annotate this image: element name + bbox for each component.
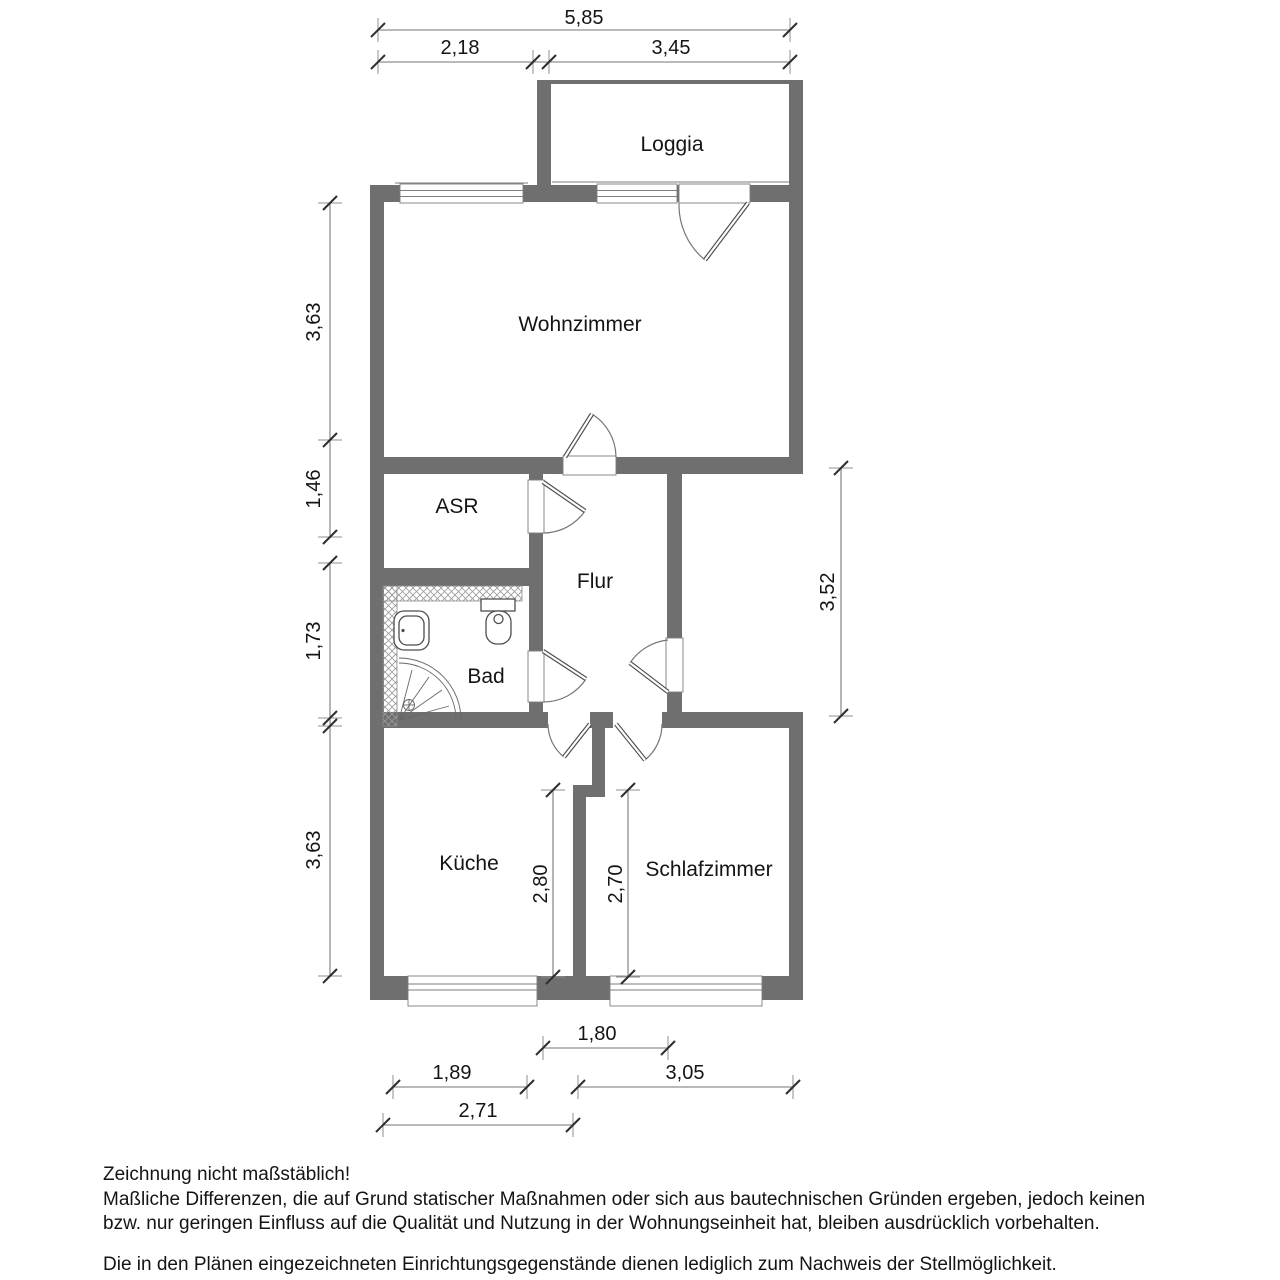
wall-flur-left-seg1: [529, 457, 543, 480]
door-bad: [528, 651, 586, 702]
footer-line-3: bzw. nur geringen Einfluss auf die Qualität und Nutzung in der Wohnungseinheit hat, bleiben ausdrücklich vorbehalten.: [103, 1213, 1100, 1234]
footer-line-1: Zeichnung nicht maßstäblich!: [103, 1164, 351, 1185]
dimension-bottom-schlafzimmer-window: [571, 1062, 800, 1099]
wall-loggia-top-edge: [537, 80, 803, 84]
room-label-loggia: Loggia: [640, 133, 704, 156]
sink-icon: [394, 611, 429, 650]
room-label-bad: Bad: [467, 665, 505, 688]
door-kueche: [548, 724, 590, 757]
dim-bottom-flur-label: 1,80: [577, 1023, 617, 1045]
dimension-bottom-flur: [536, 1023, 675, 1060]
dimension-kueche-inner: [530, 783, 565, 984]
room-label-asr: ASR: [435, 495, 479, 518]
dim-top-total-label: 5,85: [564, 7, 604, 29]
door-wohnzimmer-flur: [563, 414, 616, 475]
dim-top-left-label: 2,18: [440, 37, 480, 59]
dim-left-bad-label: 1,73: [303, 621, 325, 661]
shower-icon: [399, 658, 461, 720]
dim-left-wohnzimmer-label: 3,63: [303, 302, 325, 342]
dim-bottom-schlafzimmer-window-label: 3,05: [665, 1062, 705, 1084]
room-label-kueche: Küche: [439, 852, 499, 875]
wall-partition-upper: [592, 712, 605, 787]
dim-bottom-kueche-total-label: 2,71: [458, 1100, 498, 1122]
dimension-left-column: [303, 196, 342, 983]
dimension-right: [817, 461, 853, 723]
wall-left-outer: [370, 185, 384, 1000]
window-wohnzimmer-top: [395, 183, 528, 203]
door-entrance: [630, 638, 683, 692]
room-label-schlafzimmer: Schlafzimmer: [645, 858, 773, 881]
door-loggia-balcony: [679, 184, 750, 260]
wall-flur-left-seg2: [529, 533, 543, 651]
dimension-bottom-kueche-window: [386, 1062, 534, 1099]
dimension-bottom-kueche-total: [376, 1100, 580, 1137]
wall-mid-band-seg3: [662, 712, 803, 728]
dim-right-label: 3,52: [817, 572, 839, 612]
dim-bottom-kueche-window-label: 1,89: [432, 1062, 472, 1084]
window-schlafzimmer-bottom: [610, 976, 762, 1006]
toilet-icon: [481, 599, 515, 644]
wall-asr-bottom: [370, 568, 543, 586]
room-label-flur: Flur: [576, 570, 614, 593]
dimension-top-total: [371, 7, 797, 42]
wall-partition-lower: [573, 785, 586, 976]
hatch-strip-vertical: [383, 586, 397, 726]
wall-right-outer-upper: [789, 80, 803, 474]
wall-loggia-left: [537, 80, 551, 185]
room-label-wohnzimmer: Wohnzimmer: [518, 313, 642, 336]
door-asr: [528, 480, 585, 533]
dim-left-asr-label: 1,46: [303, 469, 325, 509]
dim-schlafzimmer-inner-label: 2,70: [605, 864, 627, 904]
bad-fixtures: [394, 599, 515, 720]
wall-flur-right-seg2: [667, 692, 682, 728]
footer-line-4: Die in den Plänen eingezeichneten Einrichtungsgegenstände dienen lediglich zum Nachweis der Stellmöglichkeit.: [103, 1254, 1057, 1275]
window-kueche-bottom: [408, 976, 537, 1006]
dimension-top-split: [371, 37, 797, 74]
dim-left-kueche-label: 3,63: [303, 830, 325, 870]
door-schlafzimmer: [616, 724, 662, 760]
footer-notes: [103, 1164, 1145, 1275]
footer-line-2: Maßliche Differenzen, die auf Grund statischer Maßnahmen oder sich aus bautechnischen Gründen ergeben, jedoch keinen: [103, 1189, 1146, 1210]
wall-flur-right-seg1: [667, 457, 682, 638]
wall-right-outer-lower: [789, 713, 803, 1000]
dim-top-right-label: 3,45: [651, 37, 691, 59]
dim-kueche-inner-label: 2,80: [530, 864, 552, 904]
dimension-schlafzimmer-inner: [605, 783, 640, 984]
